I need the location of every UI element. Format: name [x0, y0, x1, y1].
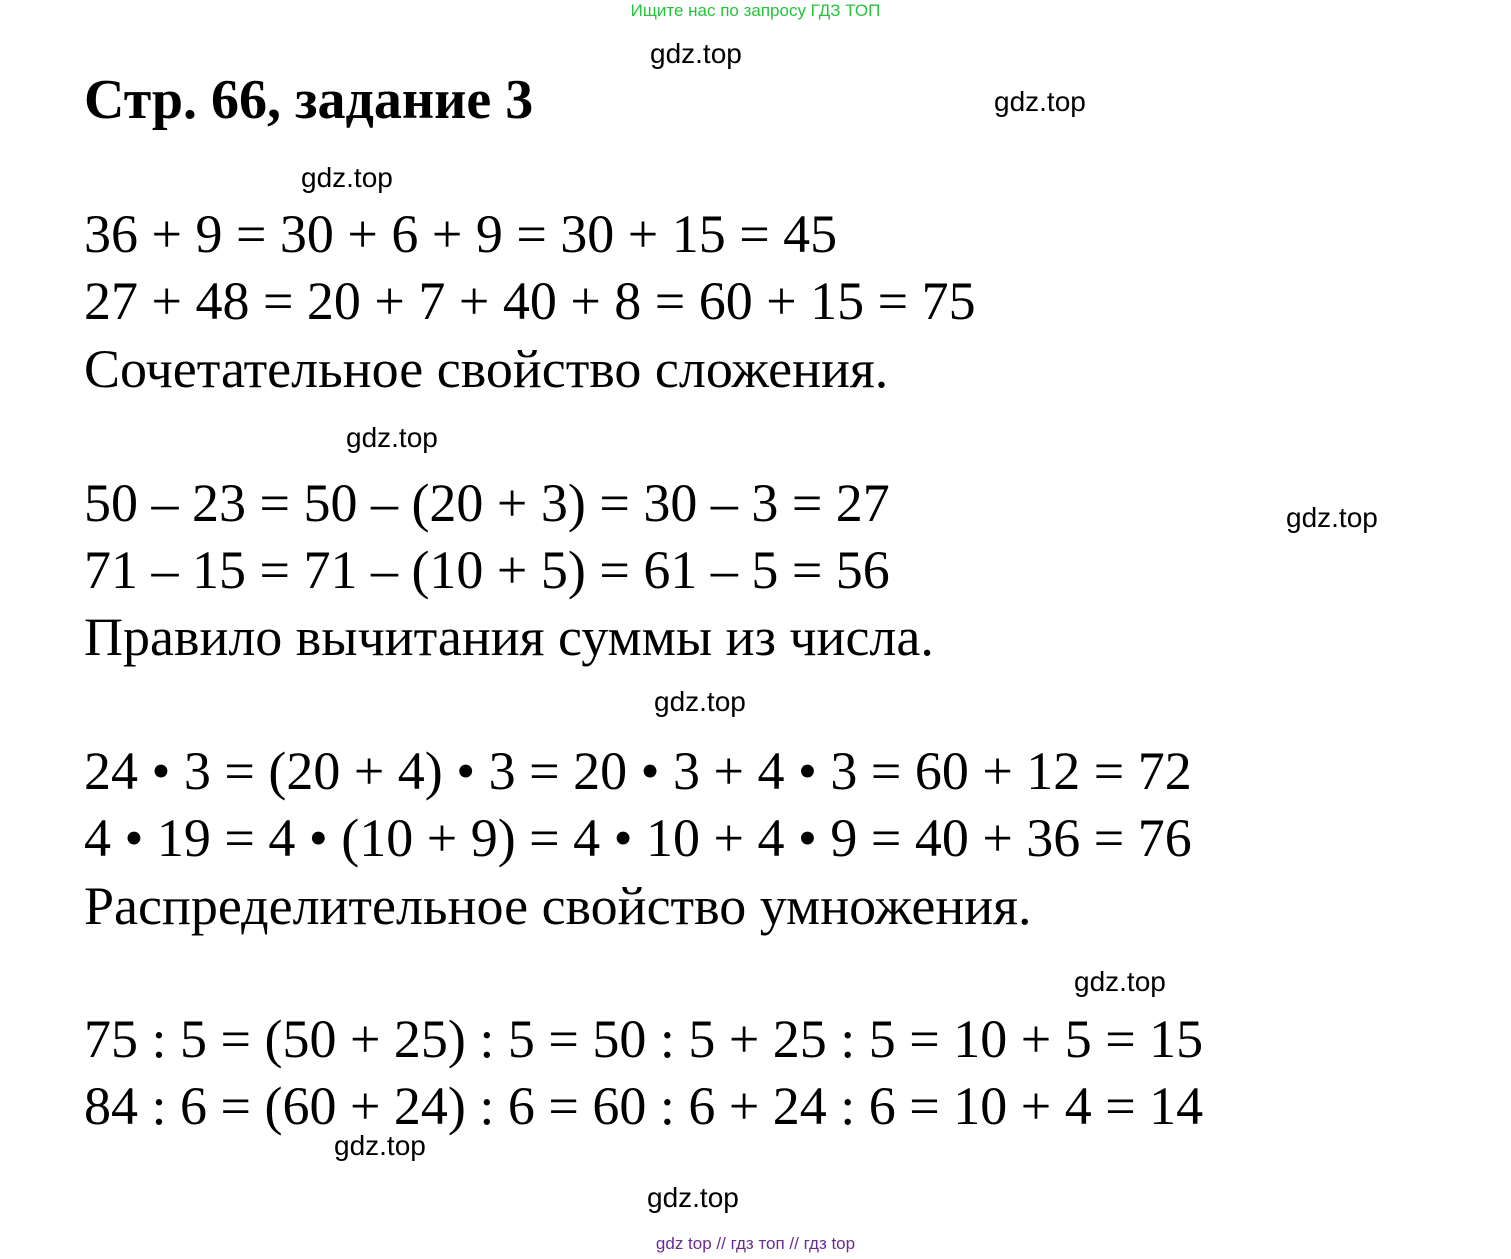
watermark: gdz.top — [346, 422, 438, 453]
watermark: gdz.top — [647, 1182, 739, 1213]
watermark: gdz.top — [334, 1130, 426, 1161]
watermark: gdz.top — [994, 86, 1086, 117]
equation-line: 75 : 5 = (50 + 25) : 5 = 50 : 5 + 25 : 5 = 10 + 5 = 15 — [84, 1009, 1204, 1069]
footer-links: gdz top // гдз топ // гдз top — [655, 1234, 856, 1253]
watermark: gdz.top — [1074, 966, 1166, 997]
watermark: gdz.top — [1286, 502, 1378, 533]
equation-line: 24 • 3 = (20 + 4) • 3 = 20 • 3 + 4 • 3 = 60 + 12 = 72 — [84, 741, 1192, 801]
watermark: gdz.top — [650, 38, 742, 69]
rule-caption: Сочетательное свойство сложения. — [84, 339, 889, 399]
equation-line: 71 – 15 = 71 – (10 + 5) = 61 – 5 = 56 — [84, 540, 890, 600]
equation-line: 36 + 9 = 30 + 6 + 9 = 30 + 15 = 45 — [84, 204, 838, 264]
page-title: Стр. 66, задание 3 — [84, 69, 534, 131]
equation-line: 50 – 23 = 50 – (20 + 3) = 30 – 3 = 27 — [84, 473, 890, 533]
rule-caption: Правило вычитания суммы из числа. — [84, 607, 934, 667]
watermark: gdz.top — [301, 162, 393, 193]
equation-line: 4 • 19 = 4 • (10 + 9) = 4 • 10 + 4 • 9 = 40 + 36 = 76 — [84, 808, 1192, 868]
rule-caption: Распределительное свойство умножения. — [84, 876, 1032, 936]
equation-line: 84 : 6 = (60 + 24) : 6 = 60 : 6 + 24 : 6 = 10 + 4 = 14 — [84, 1076, 1204, 1136]
watermark: gdz.top — [654, 686, 746, 717]
equation-line: 27 + 48 = 20 + 7 + 40 + 8 = 60 + 15 = 75 — [84, 271, 976, 331]
search-hint-banner: Ищите нас по запросу ГДЗ ТОП — [630, 1, 881, 20]
